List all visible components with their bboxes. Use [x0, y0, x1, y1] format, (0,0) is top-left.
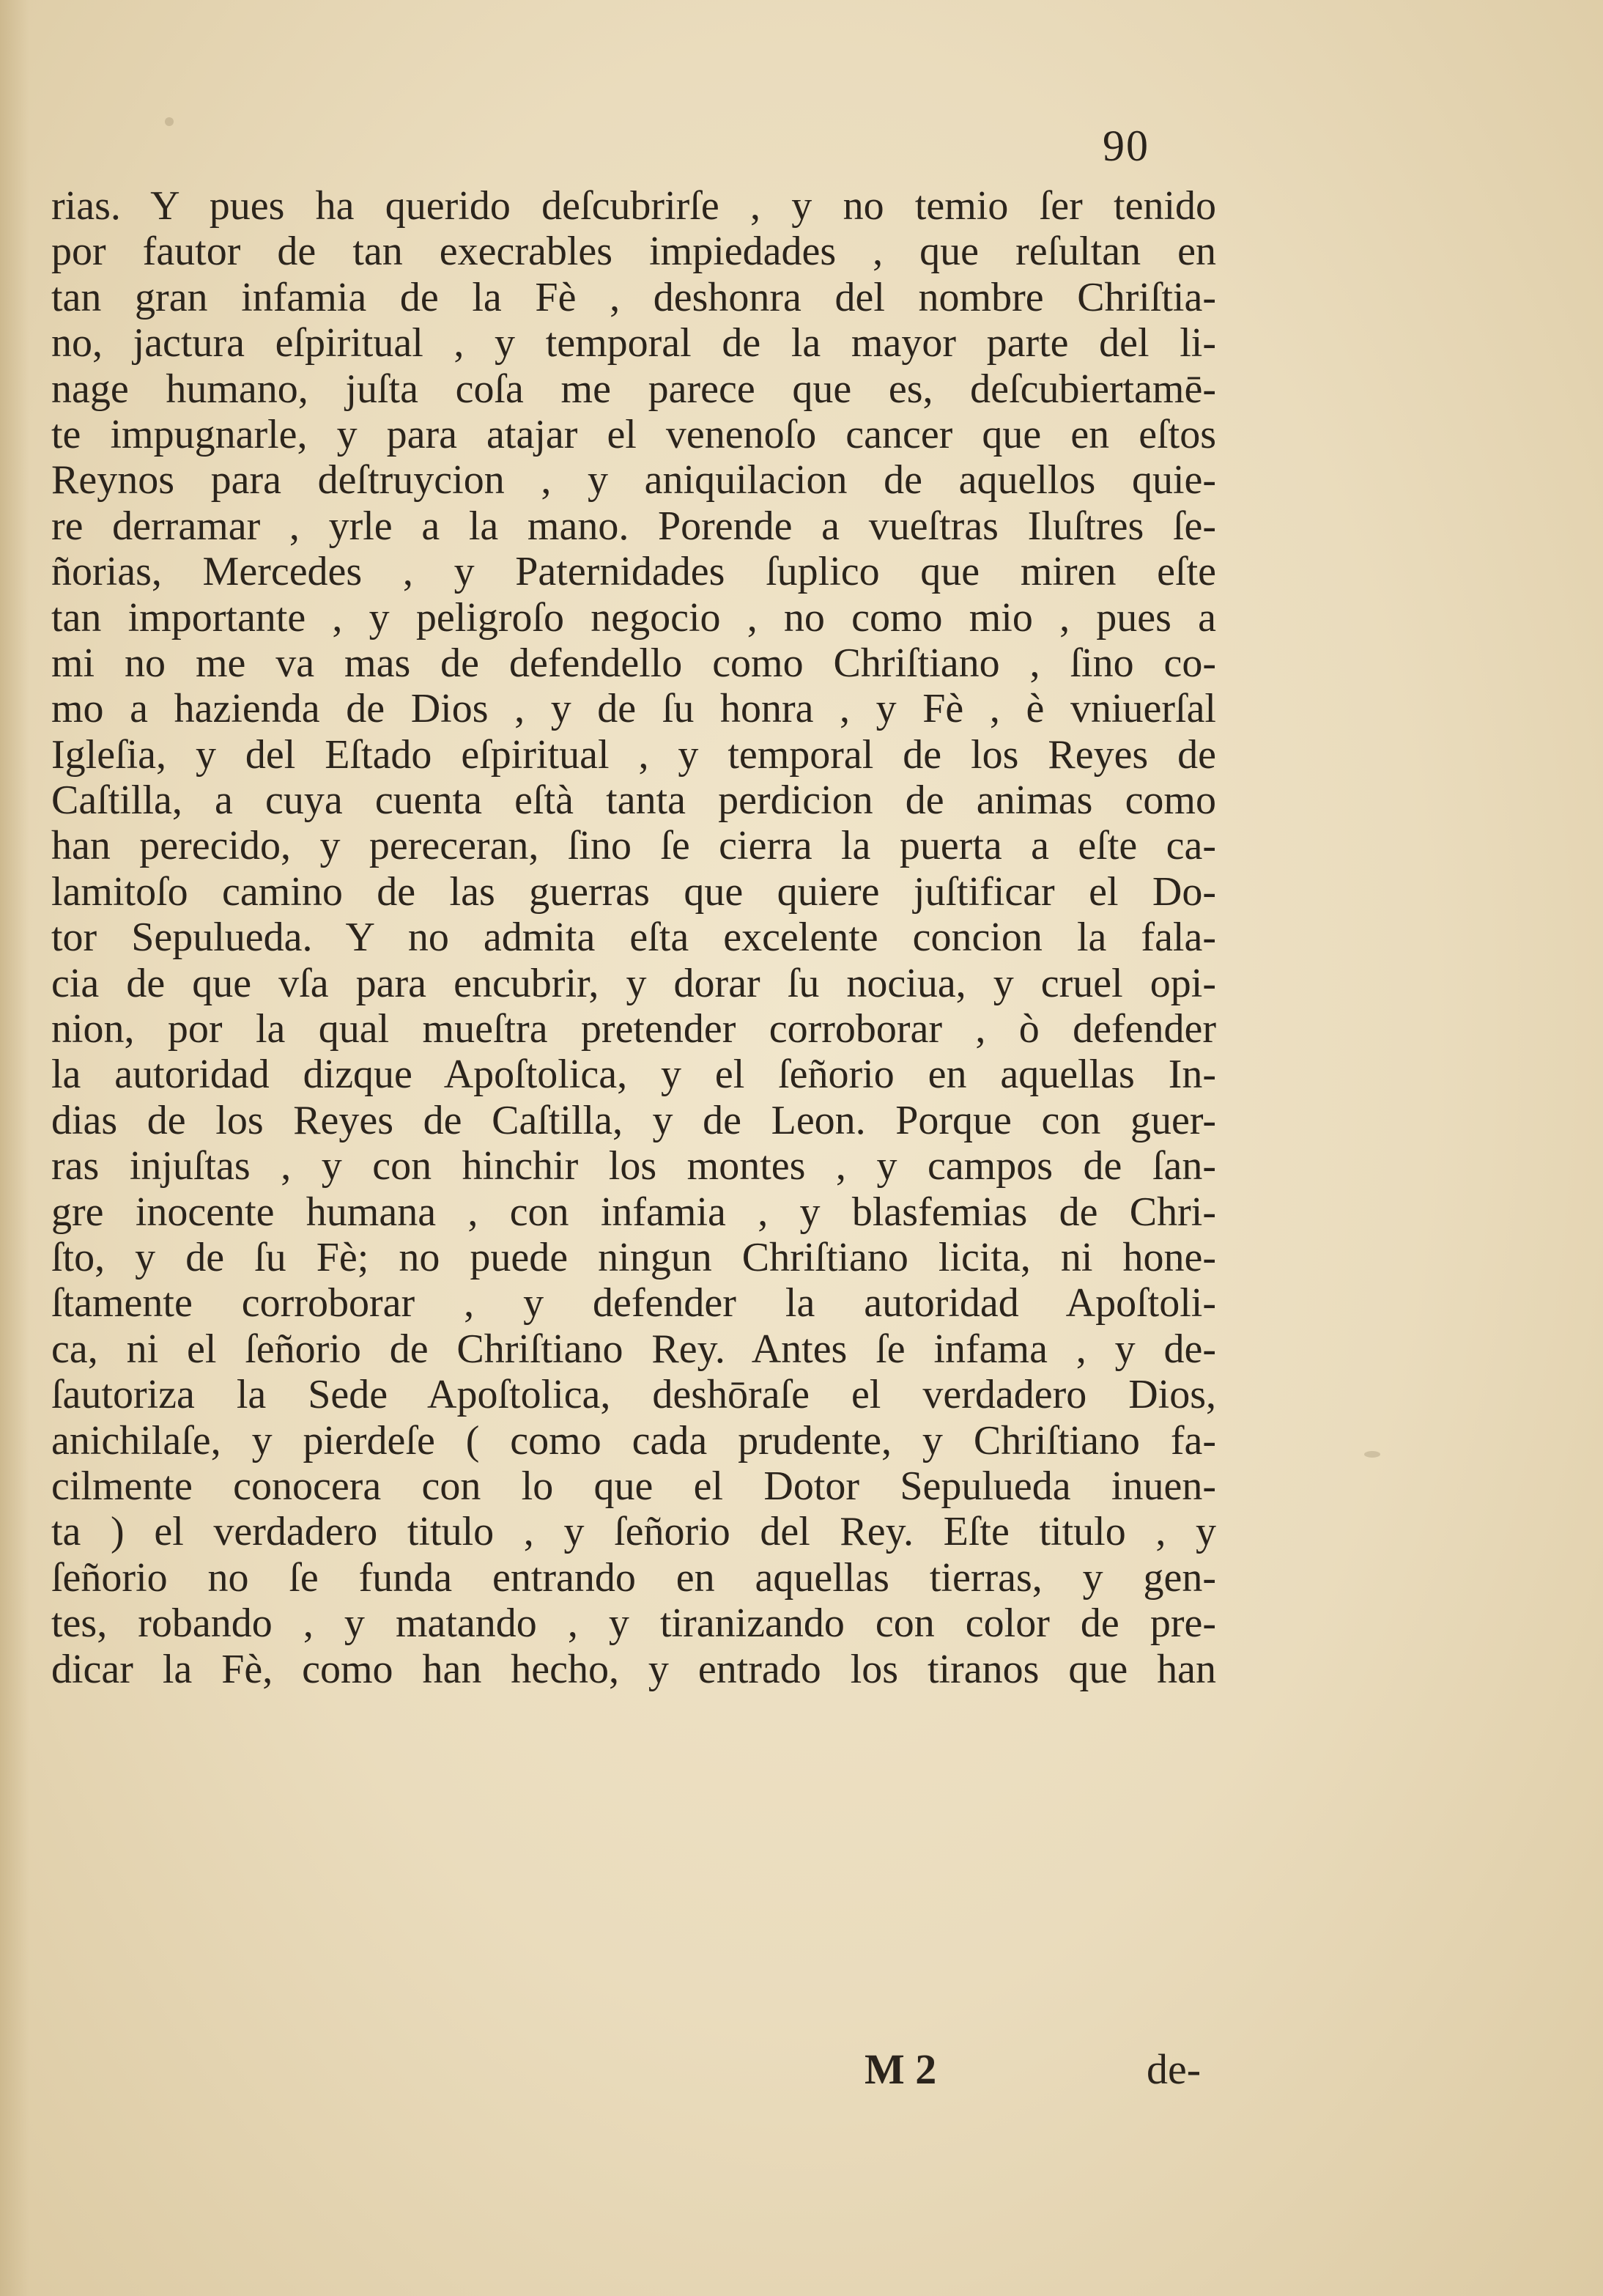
text-line: por fautor de tan execrables impiedades , que reſultan en	[51, 229, 1216, 275]
text-line: tor Sepulueda. Y no admita eſta excelente concion la fala-	[51, 915, 1216, 961]
text-line: ſautoriza la Sede Apoſtolica, deshōraſe el verdadero Dios,	[51, 1372, 1216, 1418]
text-line: dicar la Fè, como han hecho, y entrado los tiranos que han	[51, 1646, 1216, 1692]
text-line: ras injuſtas , y con hinchir los montes , y campos de ſan-	[51, 1143, 1216, 1189]
text-line: no, jactura eſpiritual , y temporal de la mayor parte del li-	[51, 320, 1216, 366]
ink-spot	[1364, 1451, 1380, 1458]
text-line: te impugnarle, y para atajar el venenoſo cancer que en eſtos	[51, 411, 1216, 457]
text-line: dias de los Reyes de Caſtilla, y de Leon. Porque con guer-	[51, 1097, 1216, 1143]
ink-spot	[165, 117, 174, 126]
text-line: ſtamente corroborar , y defender la autoridad Apoſtoli-	[51, 1280, 1216, 1326]
page-edge-shadow	[0, 0, 29, 2296]
text-line: ñorias, Mercedes , y Paternidades ſuplico que miren eſte	[51, 549, 1216, 595]
text-line: Reynos para deſtruycion , y aniquilacion de aquellos quie-	[51, 457, 1216, 503]
text-line: cia de que vſa para encubrir, y dorar ſu nociua, y cruel opi-	[51, 960, 1216, 1006]
text-line: mo a hazienda de Dios , y de ſu honra , y Fè , è vniuerſal	[51, 686, 1216, 732]
body-text	[51, 183, 1216, 1692]
text-line: ta ) el verdadero titulo , y ſeñorio del Rey. Eſte titulo , y	[51, 1509, 1216, 1555]
text-line: re derramar , yrle a la mano. Porende a vueſtras Iluſtres ſe-	[51, 503, 1216, 549]
text-line: ſto, y de ſu Fè; no puede ningun Chriſtiano licita, ni hone-	[51, 1234, 1216, 1280]
text-line: ca, ni el ſeñorio de Chriſtiano Rey. Antes ſe infama , y de-	[51, 1326, 1216, 1372]
catchword: de-	[1147, 2045, 1202, 2093]
text-line: nion, por la qual mueſtra pretender corroborar , ò defender	[51, 1006, 1216, 1052]
text-line: tes, robando , y matando , y tiranizando con color de pre-	[51, 1601, 1216, 1647]
text-line: gre inocente humana , con infamia , y blasfemias de Chri-	[51, 1189, 1216, 1235]
text-line: anichilaſe, y pierdeſe ( como cada prudente, y Chriſtiano fa-	[51, 1417, 1216, 1463]
text-line: lamitoſo camino de las guerras que quiere juſtificar el Do-	[51, 868, 1216, 915]
text-line: nage humano, juſta coſa me parece que es, deſcubiertamē-	[51, 366, 1216, 412]
signature-mark: M 2	[865, 2045, 937, 2093]
page-number: 90	[1103, 122, 1150, 170]
text-line: cilmente conocera con lo que el Dotor Sepulueda inuen-	[51, 1463, 1216, 1509]
text-line: tan gran infamia de la Fè , deshonra del nombre Chriſtia-	[51, 274, 1216, 320]
text-line: rias. Y pues ha querido deſcubrirſe , y no temio ſer tenido	[51, 183, 1216, 229]
text-line: Caſtilla, a cuya cuenta eſtà tanta perdicion de animas como	[51, 778, 1216, 824]
text-line: ſeñorio no ſe funda entrando en aquellas tierras, y gen-	[51, 1554, 1216, 1601]
text-line: tan importante , y peligroſo negocio , no como mio , pues a	[51, 594, 1216, 641]
text-line: han perecido, y pereceran, ſino ſe cierra la puerta a eſte ca-	[51, 823, 1216, 869]
text-line: mi no me va mas de defendello como Chriſtiano , ſino co-	[51, 640, 1216, 686]
text-line: Igleſia, y del Eſtado eſpiritual , y temporal de los Reyes de	[51, 731, 1216, 778]
page-footer	[51, 2045, 1216, 2096]
text-line: la autoridad dizque Apoſtolica, y el ſeñorio en aquellas In-	[51, 1052, 1216, 1098]
